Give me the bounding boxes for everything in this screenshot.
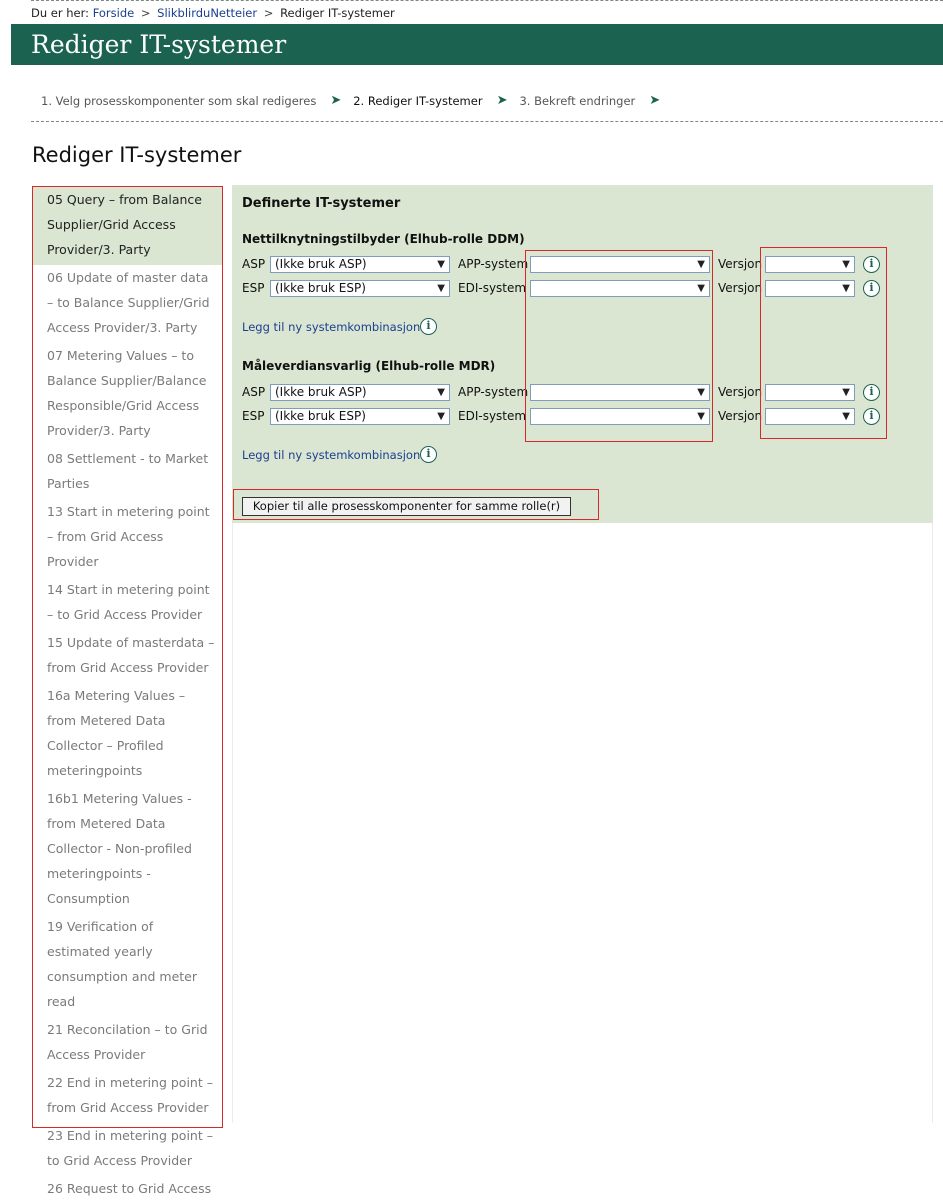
add-system-combination-link[interactable]: Legg til ny systemkombinasjon — [242, 320, 421, 334]
chevron-down-icon: ▼ — [697, 387, 705, 398]
app-system-select[interactable] — [530, 256, 710, 273]
sidenav-item-21[interactable]: 21 Reconcilation – to Grid Access Provider — [47, 1022, 208, 1062]
it-systems-panel — [232, 185, 933, 523]
step-3: 3. Bekreft endringer — [519, 93, 636, 108]
asp-label: ASP — [242, 257, 266, 271]
version-label: Versjon — [718, 385, 763, 399]
sidenav-item-14[interactable]: 14 Start in metering point – to Grid Access Provider — [47, 582, 210, 622]
chevron-down-icon: ▼ — [437, 387, 445, 398]
esp-select[interactable] — [270, 408, 450, 425]
app-system-label: APP-system — [458, 385, 529, 399]
breadcrumb-link-slikblirdunetteier[interactable]: SlikblirduNetteier — [157, 6, 258, 20]
chevron-down-icon: ▼ — [697, 259, 705, 270]
info-icon[interactable]: i — [863, 408, 880, 425]
breadcrumb-prefix: Du er her: — [31, 6, 90, 20]
breadcrumb-separator: > — [263, 6, 274, 20]
role-title-ddm: Nettilknytningstilbyder (Elhub-rolle DDM) — [242, 232, 525, 246]
app-system-label: APP-system — [458, 257, 529, 271]
version-select[interactable] — [765, 256, 855, 273]
asp-select-value: (Ikke bruk ASP) — [275, 385, 367, 399]
chevron-down-icon: ▼ — [437, 411, 445, 422]
info-icon[interactable]: i — [420, 318, 437, 335]
version-label: Versjon — [718, 257, 763, 271]
edi-system-select[interactable] — [530, 280, 710, 297]
edi-system-select[interactable] — [530, 408, 710, 425]
asp-select[interactable] — [270, 384, 450, 401]
chevron-down-icon: ▼ — [842, 387, 850, 398]
sidenav-item-07[interactable]: 07 Metering Values – to Balance Supplier/Balance Responsible/Grid Access Provider/3. Party — [47, 348, 207, 438]
info-icon[interactable]: i — [863, 384, 880, 401]
version-select[interactable] — [765, 280, 855, 297]
esp-select[interactable] — [270, 280, 450, 297]
esp-label: ESP — [242, 281, 265, 295]
version-label: Versjon — [718, 409, 763, 423]
esp-select-value: (Ikke bruk ESP) — [275, 409, 366, 423]
chevron-down-icon: ▼ — [842, 259, 850, 270]
sidenav-item-06[interactable]: 06 Update of master data – to Balance Supplier/Grid Access Provider/3. Party — [47, 270, 210, 335]
sidenav-item-26[interactable]: 26 Request to Grid Access — [47, 1181, 212, 1196]
breadcrumb-current: Rediger IT-systemer — [280, 6, 395, 20]
content-area — [232, 523, 933, 1123]
panel-title: Definerte IT-systemer — [242, 196, 401, 211]
role-title-mdr: Måleverdiansvarlig (Elhub-rolle MDR) — [242, 359, 496, 373]
breadcrumb-link-forside[interactable]: Forside — [92, 6, 135, 20]
info-icon[interactable]: i — [863, 280, 880, 297]
chevron-right-icon: ➤ — [496, 92, 508, 108]
info-icon[interactable]: i — [420, 446, 437, 463]
sidenav-item-13[interactable]: 13 Start in metering point – from Grid Access Provider — [47, 504, 210, 569]
process-component-list — [32, 186, 223, 1196]
sidenav-item-19[interactable]: 19 Verification of estimated yearly consumption and meter read — [47, 919, 197, 1009]
page-title: Rediger IT-systemer — [32, 143, 242, 167]
edi-system-label: EDI-system — [458, 409, 527, 423]
banner-title: Rediger IT-systemer — [31, 30, 287, 59]
sidenav-item-15[interactable]: 15 Update of masterdata – from Grid Access Provider — [47, 635, 215, 675]
edi-system-label: EDI-system — [458, 281, 527, 295]
chevron-right-icon: ➤ — [649, 92, 661, 108]
chevron-down-icon: ▼ — [697, 283, 705, 294]
chevron-down-icon: ▼ — [697, 411, 705, 422]
breadcrumb — [31, 0, 943, 24]
asp-select-value: (Ikke bruk ASP) — [275, 257, 367, 271]
sidenav-item-16a[interactable]: 16a Metering Values – from Metered Data Collector – Profiled meteringpoints — [47, 688, 186, 778]
asp-label: ASP — [242, 385, 266, 399]
chevron-down-icon: ▼ — [437, 259, 445, 270]
app-system-select[interactable] — [530, 384, 710, 401]
chevron-down-icon: ▼ — [437, 283, 445, 294]
chevron-right-icon: ➤ — [330, 92, 342, 108]
breadcrumb-separator: > — [140, 6, 151, 20]
sidenav-item-08[interactable]: 08 Settlement - to Market Parties — [47, 451, 209, 491]
chevron-down-icon: ▼ — [842, 411, 850, 422]
step-2: 2. Rediger IT-systemer — [353, 93, 483, 108]
info-icon[interactable]: i — [863, 256, 880, 273]
version-label: Versjon — [718, 281, 763, 295]
esp-label: ESP — [242, 409, 265, 423]
copy-to-all-button[interactable]: Kopier til alle prosesskomponenter for samme rolle(r) — [242, 497, 571, 516]
sidenav-item-23[interactable]: 23 End in metering point – to Grid Access Provider — [47, 1128, 213, 1168]
asp-select[interactable] — [270, 256, 450, 273]
sidenav-item-22[interactable]: 22 End in metering point – from Grid Access Provider — [47, 1075, 213, 1115]
sidenav-item-05[interactable]: 05 Query – from Balance Supplier/Grid Access Provider/3. Party — [33, 187, 222, 265]
page-banner — [11, 24, 943, 65]
wizard-steps — [31, 80, 943, 122]
version-select[interactable] — [765, 408, 855, 425]
esp-select-value: (Ikke bruk ESP) — [275, 281, 366, 295]
step-1[interactable]: 1. Velg prosesskomponenter som skal redigeres — [41, 93, 317, 108]
sidenav-item-16b1[interactable]: 16b1 Metering Values - from Metered Data Collector - Non-profiled meteringpoints - Consumption — [47, 791, 192, 906]
add-system-combination-link[interactable]: Legg til ny systemkombinasjon — [242, 448, 421, 462]
version-select[interactable] — [765, 384, 855, 401]
chevron-down-icon: ▼ — [842, 283, 850, 294]
